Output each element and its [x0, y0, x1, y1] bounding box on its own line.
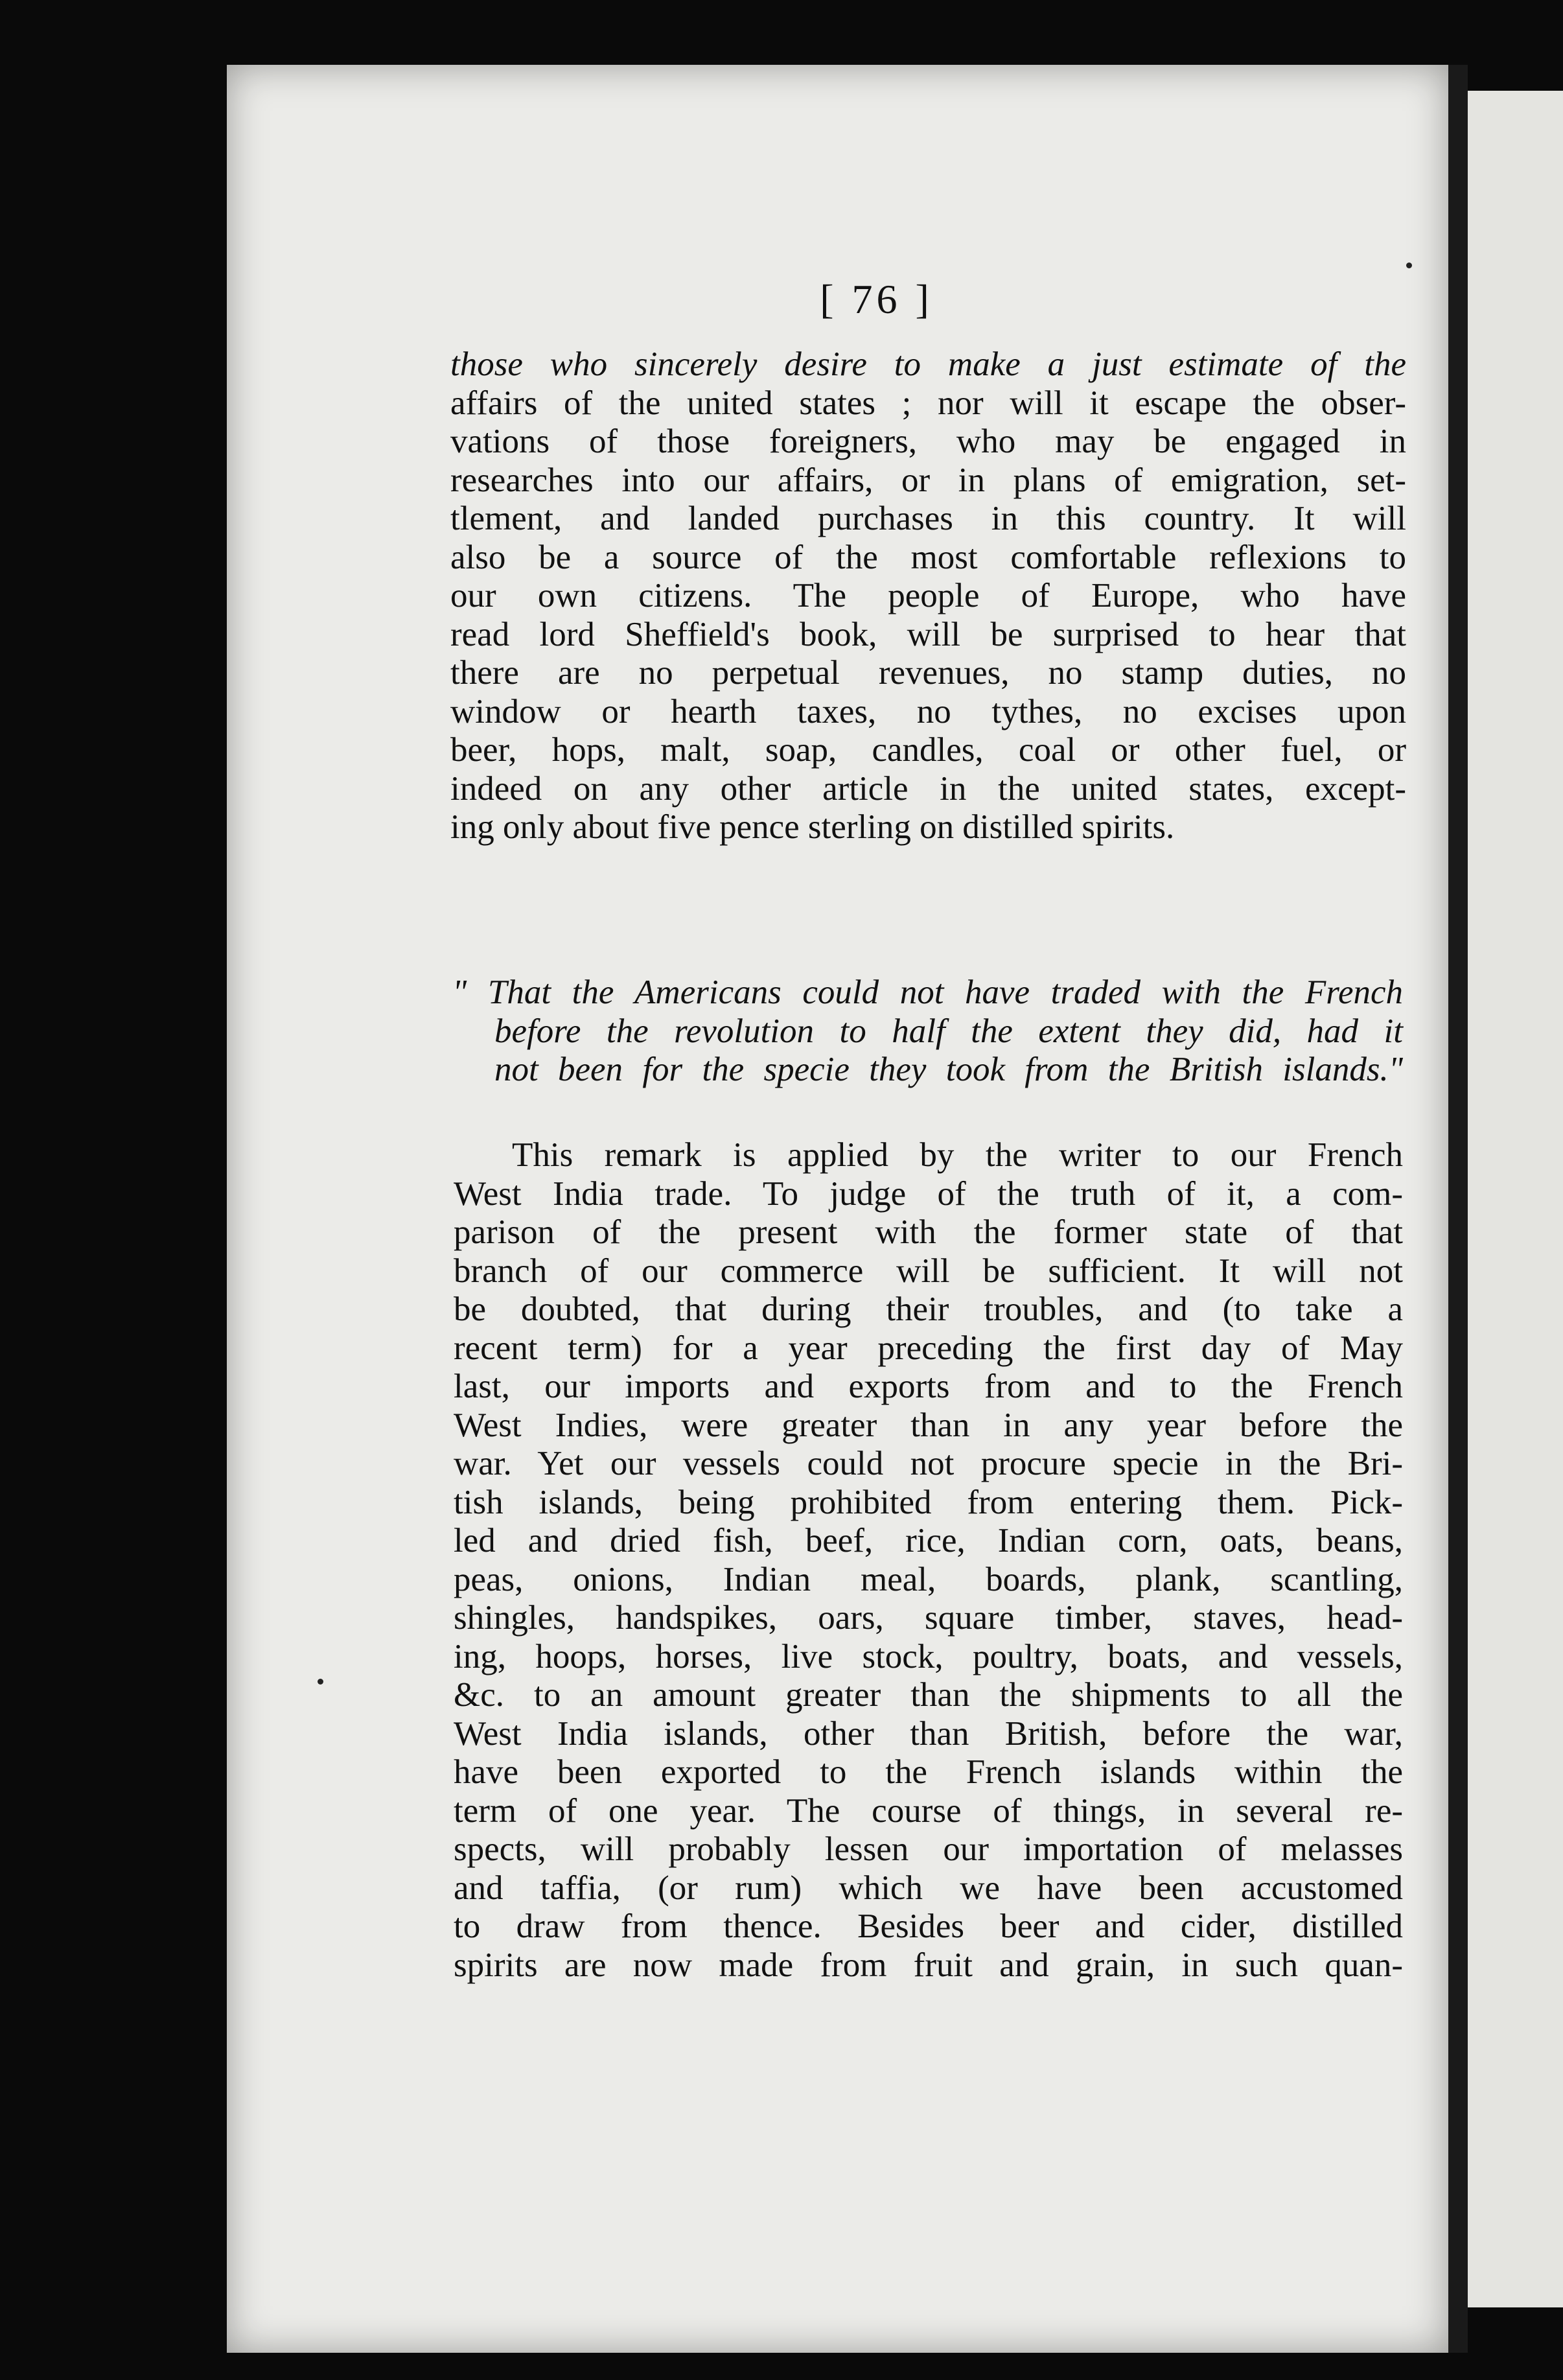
text-line: recent term) for a year preceding the first day of May: [454, 1329, 1403, 1367]
text-line: ing only about five pence sterling on distilled spirits.: [450, 808, 1175, 846]
text-line: war. Yet our vessels could not procure specie in the Bri-: [454, 1445, 1403, 1482]
text-line: led and dried fish, beef, rice, Indian corn, oats, beans,: [454, 1522, 1403, 1559]
text-line: to draw from thence. Besides beer and cider, distilled: [454, 1908, 1403, 1945]
text-line: spects, will probably lessen our importation of melasses: [454, 1830, 1403, 1868]
text-line: our own citizens. The people of Europe, who have: [450, 577, 1406, 614]
text-line: vations of those foreigners, who may be engaged in: [450, 423, 1406, 460]
text-line: also be a source of the most comfortable reflexions to: [450, 538, 1406, 576]
text-line: branch of our commerce will be sufficient. It will not: [454, 1252, 1403, 1290]
text-line: West India trade. To judge of the truth of it, a com-: [454, 1174, 1403, 1213]
text-line: read lord Sheffield's book, will be surprised to hear that: [450, 615, 1406, 653]
text-line: term of one year. The course of things, in several re-: [454, 1791, 1403, 1830]
text-line: tish islands, being prohibited from entering them. Pick-: [454, 1483, 1403, 1521]
text-line: [450, 345, 1406, 384]
paragraph-1: [450, 345, 1406, 847]
text-line: This remark is applied by the writer to our French: [512, 1136, 1403, 1174]
text-line: indeed on any other article in the united states, except-: [450, 769, 1406, 808]
text-line: &c. to an amount greater than the shipments to all the: [454, 1676, 1403, 1714]
text-line: have been exported to the French islands within the: [454, 1753, 1403, 1791]
quote-line: before the revolution to half the extent they did, had it: [494, 1012, 1403, 1050]
quote-line: not been for the specie they took from the British islands.": [494, 1051, 1403, 1088]
text-line: West Indies, were greater than in any year before the: [454, 1406, 1403, 1444]
text-line: be doubted, that during their troubles, and (to take a: [454, 1290, 1403, 1328]
quoted-remark: [452, 974, 1403, 1090]
text-line: beer, hops, malt, soap, candles, coal or other fuel, or: [450, 731, 1406, 769]
page-number: [ 76 ]: [820, 276, 933, 322]
text-line: window or hearth taxes, no tythes, no excises upon: [450, 692, 1406, 730]
ink-speck: [1406, 262, 1412, 268]
text-line: researches into our affairs, or in plans of emigration, set-: [450, 461, 1406, 499]
text-line: spirits are now made from fruit and grain, in such quan-: [454, 1946, 1403, 1984]
text-line: and taffia, (or rum) which we have been accustomed: [454, 1869, 1403, 1907]
text-line: West India islands, other than British, before the war,: [454, 1714, 1403, 1753]
text-line: shingles, handspikes, oars, square timber, staves, head-: [454, 1599, 1403, 1637]
text-line: parison of the present with the former state of that: [454, 1213, 1403, 1251]
text-line: there are no perpetual revenues, no stamp duties, no: [450, 654, 1406, 692]
text-line: peas, onions, Indian meal, boards, plank, scantling,: [454, 1560, 1403, 1598]
text-line: ing, hoops, horses, live stock, poultry, boats, and vessels,: [454, 1637, 1403, 1675]
text-line: last, our imports and exports from and to the French: [454, 1368, 1403, 1405]
text-line: affairs of the united states ; nor will it escape the obser-: [450, 384, 1406, 422]
paragraph-2: [454, 1136, 1403, 1985]
text-line-italic: those who sincerely desire to make a just estimate of the: [450, 345, 1406, 383]
page-gutter: [1448, 65, 1468, 2353]
book-page: [227, 65, 1448, 2353]
adjacent-page-edge: [1468, 91, 1563, 2307]
ink-speck: [318, 1679, 323, 1685]
quote-line: " That the Americans could not have traded with the French: [452, 974, 1403, 1011]
text-line: tlement, and landed purchases in this country. It will: [450, 500, 1406, 537]
